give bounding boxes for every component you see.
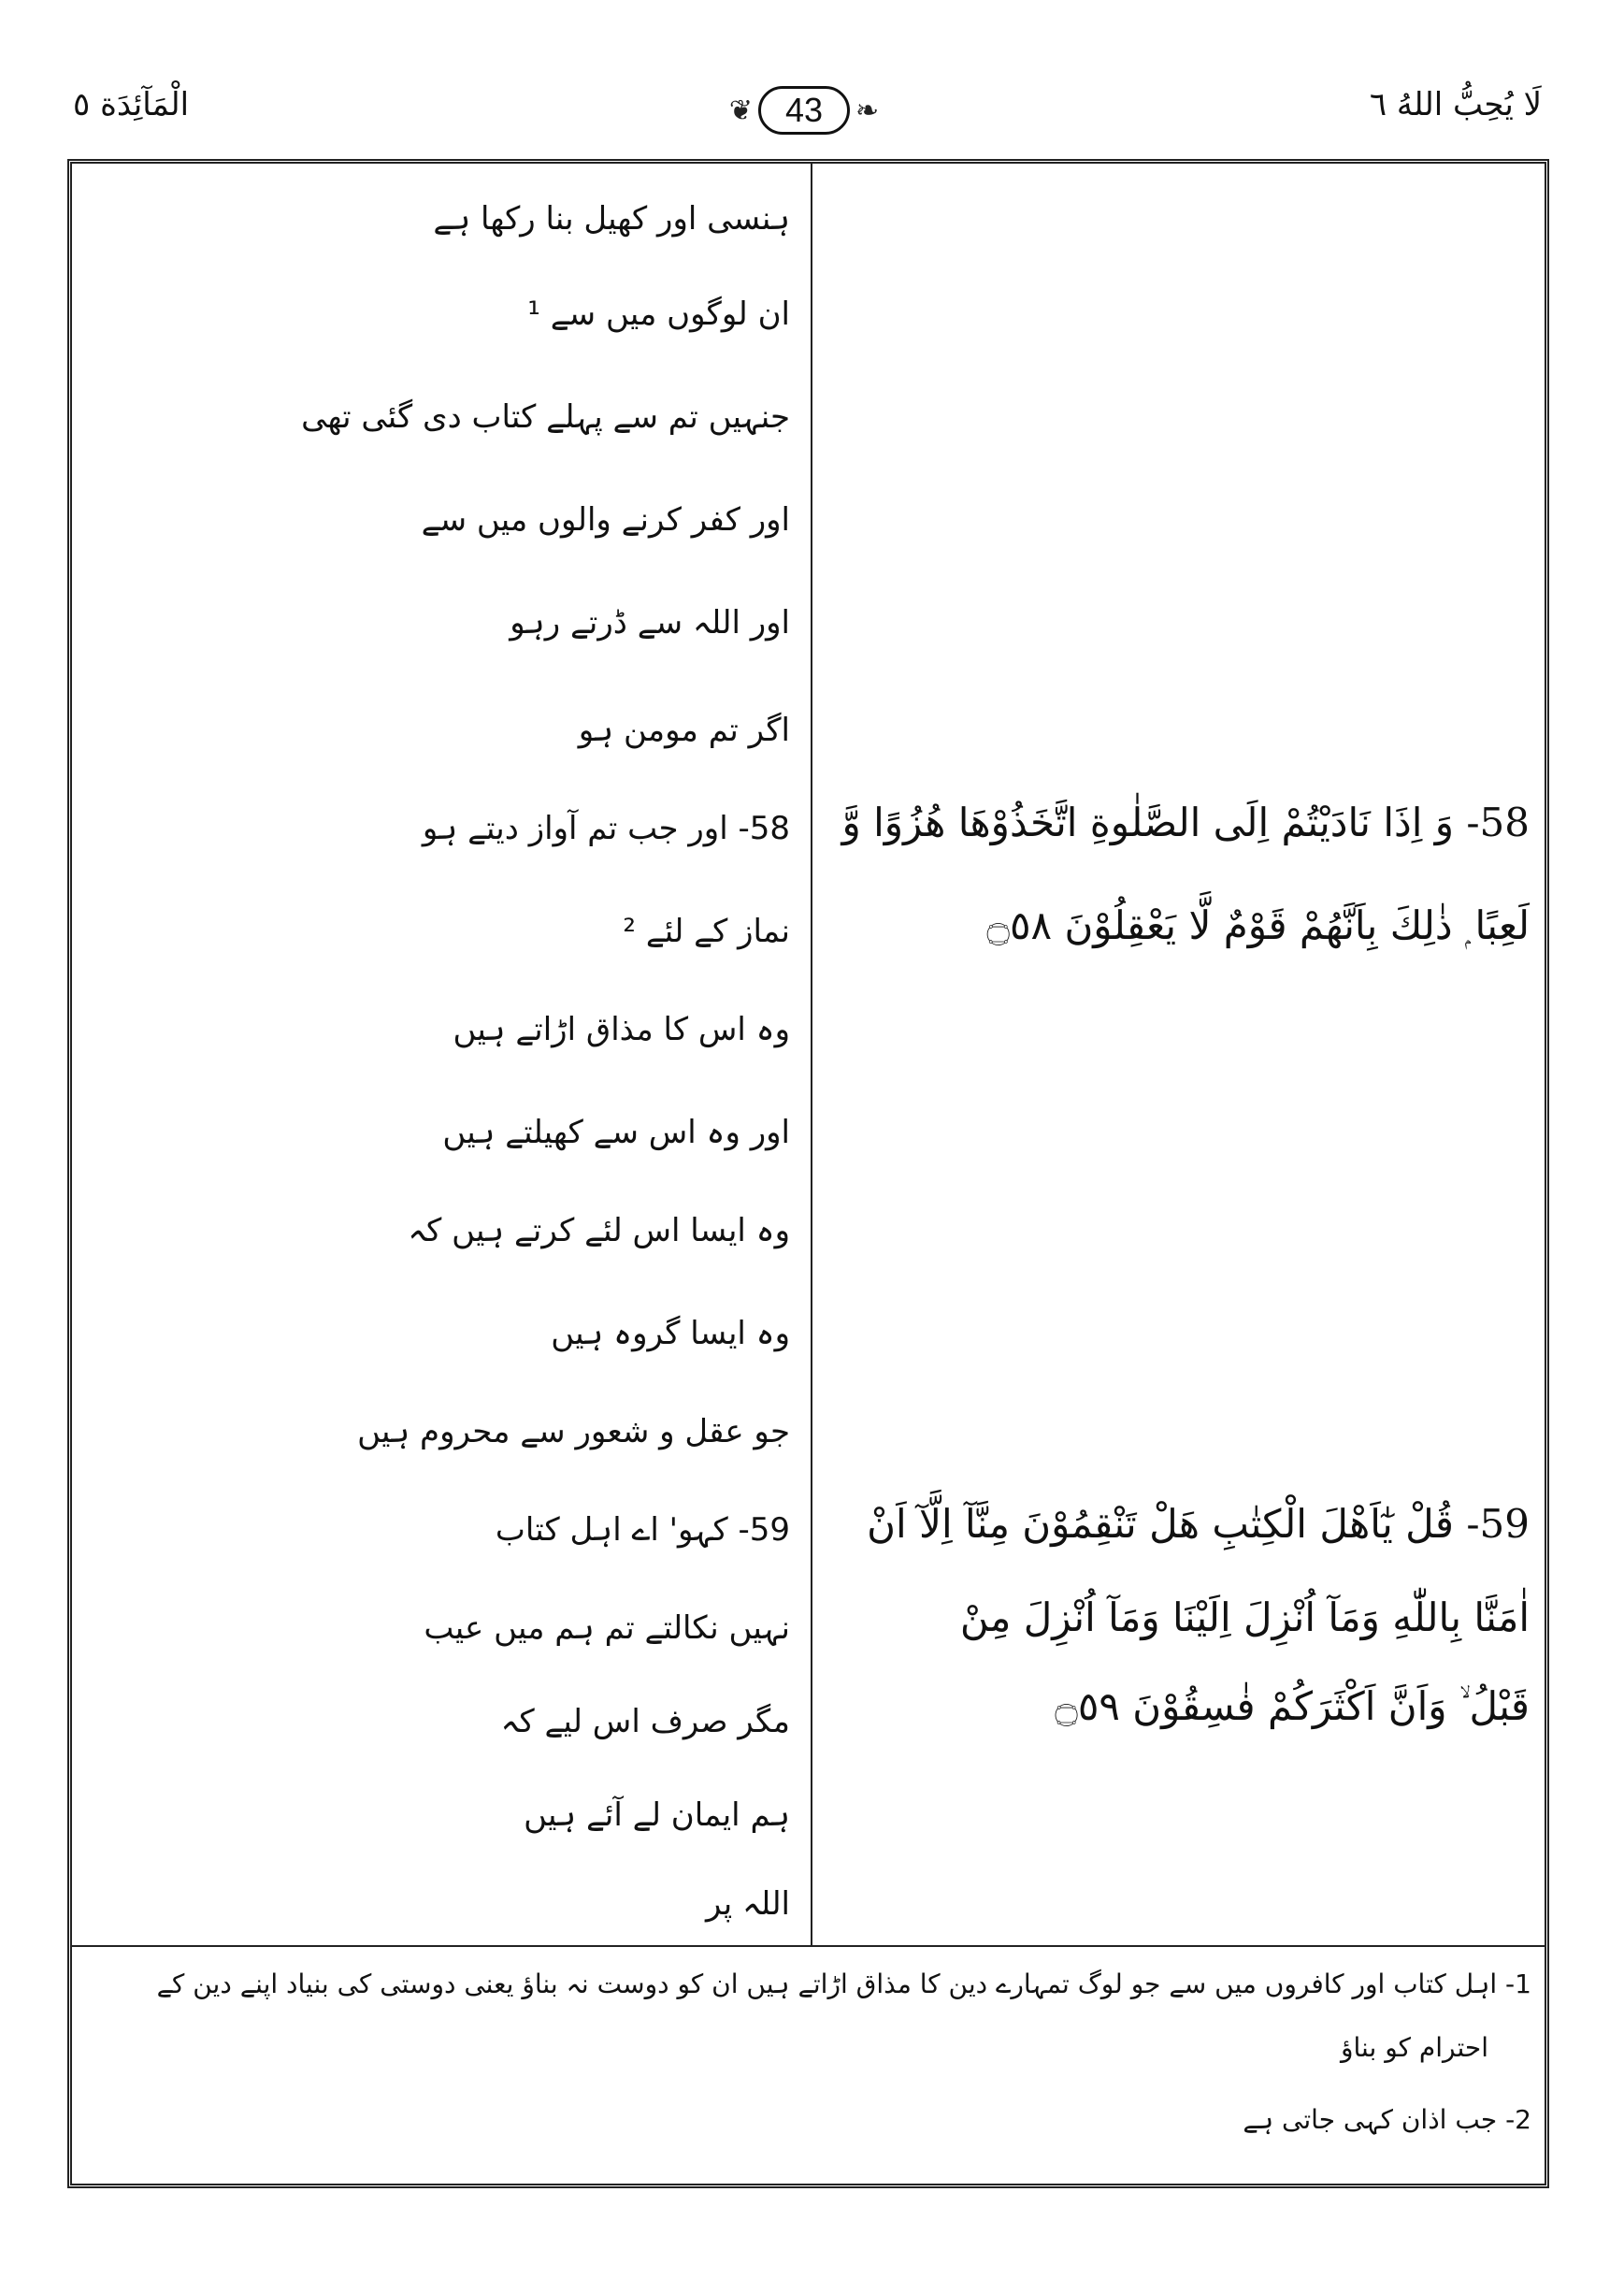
urdu-line: وہ اس کا مذاق اڑاتے ہیں [453, 1011, 790, 1048]
ornament-left-icon: ❦ [728, 94, 753, 127]
arabic-verse-line: قَبْلُ ۙ وَاَنَّ اَكْثَرَكُمْ فٰسِقُوْنَ ۝٥٩ [1055, 1683, 1530, 1729]
arabic-verse-line: 58- وَ اِذَا نَادَيْتُمْ اِلَى الصَّلٰوةِ اتَّخَذُوْهَا هُزُوًا وَّ [841, 800, 1530, 845]
urdu-line: ان لوگوں میں سے ¹ [527, 296, 790, 333]
page-number-badge [701, 84, 907, 137]
urdu-line: 58- اور جب تم آواز دیتے ہو [422, 810, 790, 847]
urdu-line: مگر صرف اس لیے کہ [500, 1703, 790, 1740]
urdu-translation-column [72, 164, 809, 1945]
urdu-line: جنہیں تم سے پہلے کتاب دی گئی تھی [301, 398, 790, 436]
urdu-line: اللہ پر [705, 1885, 790, 1923]
ornament-right-icon: ❧ [855, 94, 880, 127]
urdu-line: وہ ایسا گروہ ہیں [551, 1315, 790, 1352]
footnote-1: 1- اہل کتاب اور کافروں میں سے جو لوگ تمہارے دین کا مذاق اڑاتے ہیں ان کو دوست نہ بناؤ یعنی دوستی کی بنیاد اپنے دین کے [156, 1969, 1531, 1999]
surah-name-header: الْمَآئِدَة ٥ [73, 86, 190, 123]
page-frame [67, 159, 1549, 2188]
urdu-line: اور کفر کرنے والوں میں سے [421, 501, 790, 539]
urdu-line: ہنسی اور کھیل بنا رکھا ہے [433, 200, 790, 238]
arabic-verse-line: لَعِبًا ۭ ذٰلِكَ بِاَنَّهُمْ قَوْمٌ لَّا يَعْقِلُوْنَ ۝٥٨ [986, 902, 1530, 948]
urdu-line: اور اللہ سے ڈرتے رہو [510, 604, 790, 642]
juz-name-header: لَا يُحِبُّ اللهُ ٦ [1369, 86, 1542, 123]
footnote-divider [72, 1945, 1545, 1947]
urdu-line: نماز کے لئے ² [623, 913, 790, 950]
arabic-verse-column [812, 164, 1545, 1945]
footnote-1-continuation: احترام کو بناؤ [1341, 2032, 1488, 2063]
urdu-line: وہ ایسا اس لئے کرتے ہیں کہ [408, 1212, 790, 1249]
arabic-verse-line: اٰمَنَّا بِاللّٰهِ وَمَآ اُنْزِلَ اِلَيْنَا وَمَآ اُنْزِلَ مِنْ [959, 1594, 1530, 1640]
urdu-line: اگر تم مومن ہو [578, 712, 790, 749]
urdu-line: ہم ایمان لے آئے ہیں [524, 1796, 790, 1834]
footnote-2: 2- جب اذان کہی جاتی ہے [1243, 2104, 1531, 2135]
urdu-line: اور وہ اس سے کھیلتے ہیں [442, 1114, 790, 1151]
urdu-line: 59- کہو' اے اہل کتاب [495, 1511, 790, 1549]
page-number: 43 [758, 86, 850, 135]
arabic-verse-line: 59- قُلْ يٰٓاَهْلَ الْكِتٰبِ هَلْ تَنْقِمُوْنَ مِنَّآ اِلَّآ اَنْ [867, 1501, 1530, 1547]
urdu-line: نہیں نکالتے تم ہم میں عیب [424, 1609, 790, 1647]
urdu-line: جو عقل و شعور سے محروم ہیں [357, 1413, 790, 1450]
